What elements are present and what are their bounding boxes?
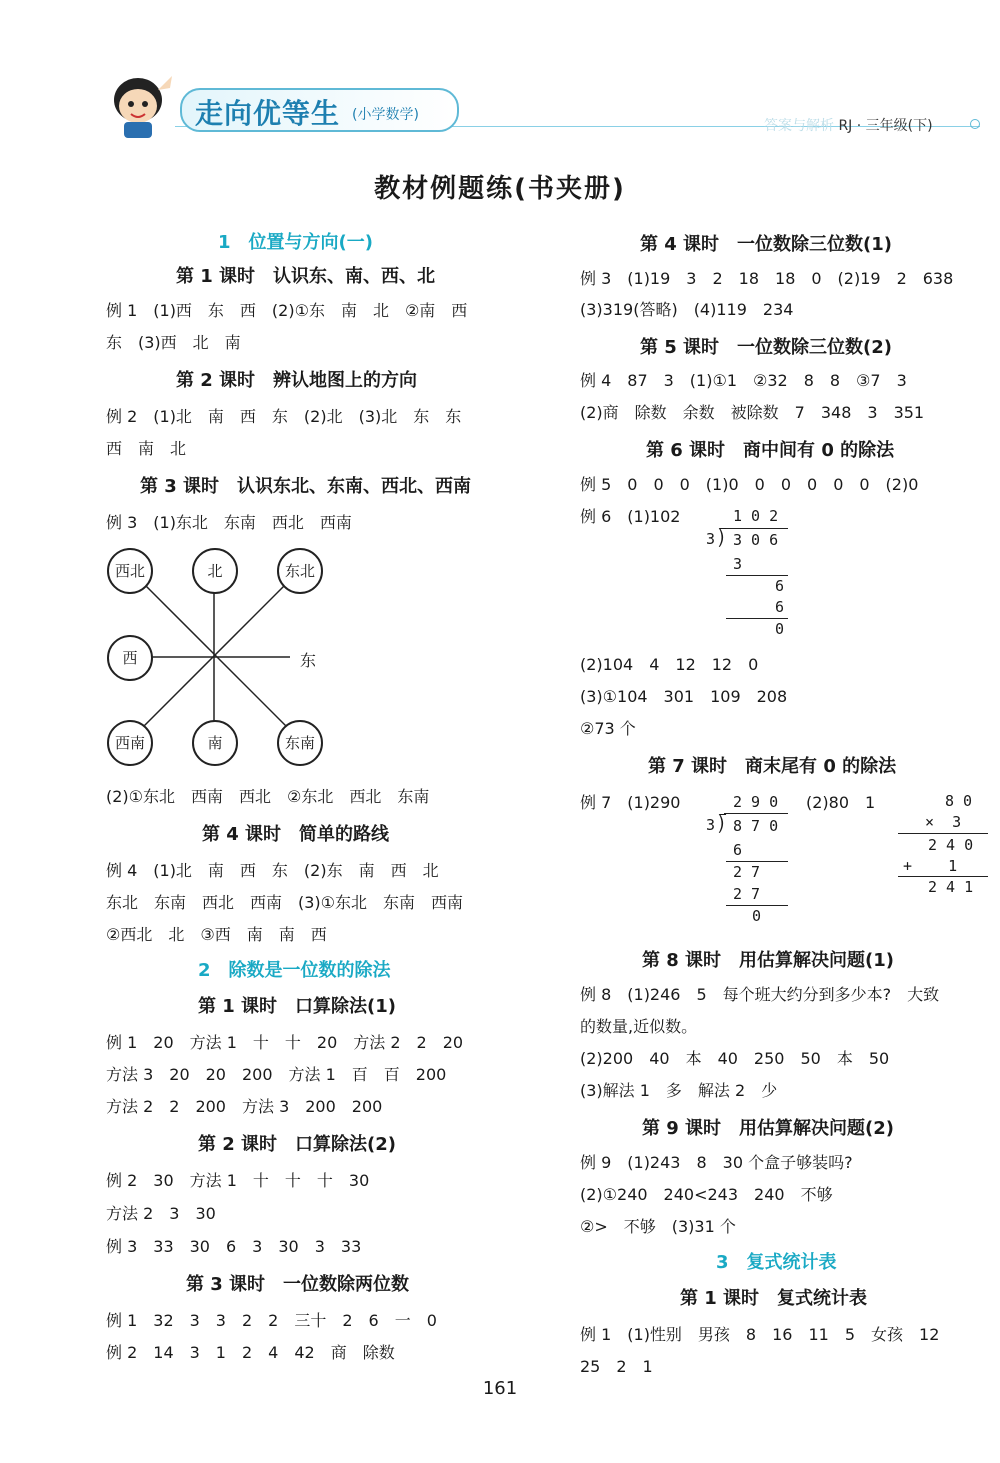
lesson-title: 第 1 课时 口算除法(1)	[198, 996, 397, 1017]
answer-line: 例 9 (1)243 8 30 个盒子够装吗?	[580, 1153, 853, 1172]
division-rule	[726, 575, 788, 576]
answer-line: 例 3 33 30 6 3 30 3 33	[106, 1237, 362, 1256]
answer-line: ②西北 北 ③西 南 南 西	[106, 925, 327, 944]
brand-title: 走向优等生	[195, 97, 341, 130]
answer-line: (2)104 4 12 12 0	[580, 655, 759, 674]
lesson-title: 第 3 课时 一位数除两位数	[186, 1274, 410, 1295]
multiplication-operand: 8 0	[945, 792, 973, 810]
brand-subtitle: (小学数学)	[352, 107, 419, 123]
division-rule	[726, 618, 788, 619]
header-dot-icon	[970, 119, 980, 129]
division-step: 6	[733, 841, 743, 859]
answer-line: 西 南 北	[106, 439, 187, 458]
division-bar	[724, 813, 788, 814]
compass-north: 北	[192, 548, 238, 594]
division-rule	[726, 905, 788, 906]
header-section: 答案与解析	[764, 118, 834, 134]
answer-line: (2)80 1	[806, 793, 876, 812]
unit-heading-2: 2 除数是一位数的除法	[198, 960, 391, 981]
answer-line: 例 7 (1)290	[580, 793, 681, 812]
compass-northeast: 东北	[277, 548, 323, 594]
lesson-title: 第 9 课时 用估算解决问题(2)	[642, 1118, 895, 1139]
answer-line: 例 3 (1)东北 东南 西北 西南	[106, 513, 352, 532]
answer-line: 方法 2 2 200 方法 3 200 200	[106, 1097, 383, 1116]
unit-heading-1: 1 位置与方向(一)	[218, 232, 373, 253]
division-step: 2 7	[733, 863, 761, 881]
answer-line: 例 5 0 0 0 (1)0 0 0 0 0 0 (2)0	[580, 475, 919, 494]
lesson-title: 第 7 课时 商末尾有 0 的除法	[648, 756, 897, 777]
division-divisor: 3	[706, 530, 716, 548]
answer-line: (2)商 除数 余数 被除数 7 348 3 351	[580, 403, 925, 422]
answer-line: 例 1 32 3 3 2 2 三十 2 6 一 0	[106, 1311, 437, 1330]
division-step: 3	[733, 555, 743, 573]
answer-line: (2)①东北 西南 西北 ②东北 西北 东南	[106, 787, 430, 806]
division-quotient: 2 9 0	[733, 793, 779, 811]
page-number: 161	[482, 1378, 518, 1399]
multiplication-rule	[898, 833, 988, 834]
page-title: 教材例题练(书夹册)	[374, 174, 626, 204]
answer-line: 例 4 87 3 (1)①1 ②32 8 8 ③7 3	[580, 371, 907, 390]
header-info	[764, 115, 933, 135]
lesson-title: 第 8 课时 用估算解决问题(1)	[642, 950, 895, 971]
compass-south: 南	[192, 720, 238, 766]
division-quotient: 1 0 2	[733, 507, 779, 525]
mascot-icon	[100, 70, 180, 140]
division-bar	[724, 528, 788, 529]
division-divisor: 3	[706, 816, 716, 834]
answer-line: 例 1 (1)西 东 西 (2)①东 南 北 ②南 西	[106, 301, 468, 320]
compass-southwest: 西南	[107, 720, 153, 766]
answer-line: (3)①104 301 109 208	[580, 687, 788, 706]
answer-line: ②73 个	[580, 719, 636, 738]
compass-west: 西	[107, 635, 153, 681]
answer-line: (3)解法 1 多 解法 2 少	[580, 1081, 778, 1100]
answer-line: 25 2 1	[580, 1357, 653, 1376]
multiplication-rule	[898, 876, 988, 877]
lesson-title: 第 4 课时 简单的路线	[202, 824, 390, 845]
multiplication-total: 2 4 1	[928, 878, 974, 896]
division-remainder: 0	[775, 620, 785, 638]
answer-line: 例 1 (1)性别 男孩 8 16 11 5 女孩 12	[580, 1325, 940, 1344]
answer-line: (3)319(答略) (4)119 234	[580, 300, 794, 319]
division-bracket: ⟌	[718, 813, 727, 837]
multiplication-addend: + 1	[903, 857, 958, 875]
answer-line: 例 1 20 方法 1 十 十 20 方法 2 2 20	[106, 1033, 464, 1052]
division-step: 2 7	[733, 885, 761, 903]
answer-line: 例 2 14 3 1 2 4 42 商 除数	[106, 1343, 395, 1362]
answer-line: 例 2 (1)北 南 西 东 (2)北 (3)北 东 东	[106, 407, 462, 426]
lesson-title: 第 2 课时 辨认地图上的方向	[176, 370, 418, 391]
division-remainder: 0	[752, 907, 762, 925]
lesson-title: 第 2 课时 口算除法(2)	[198, 1134, 397, 1155]
answer-line: (2)①240 240<243 240 不够	[580, 1185, 833, 1204]
division-dividend: 3 0 6	[733, 531, 779, 549]
answer-line: 例 2 30 方法 1 十 十 十 30	[106, 1171, 370, 1190]
lesson-title: 第 1 课时 认识东、南、西、北	[176, 266, 436, 287]
answer-line: 东北 东南 西北 西南 (3)①东北 东南 西南	[106, 893, 464, 912]
multiplication-result: 2 4 0	[928, 836, 974, 854]
division-step: 6	[775, 577, 785, 595]
answer-line: (2)200 40 本 40 250 50 本 50	[580, 1049, 890, 1068]
header-grade: RJ · 三年级(下)	[838, 118, 933, 134]
answer-line: 的数量,近似数。	[580, 1017, 698, 1036]
division-rule	[726, 861, 788, 862]
lesson-title: 第 6 课时 商中间有 0 的除法	[646, 440, 895, 461]
answer-line: 例 8 (1)246 5 每个班大约分到多少本? 大致	[580, 985, 940, 1004]
division-dividend: 8 7 0	[733, 817, 779, 835]
answer-line: 方法 3 20 20 200 方法 1 百 百 200	[106, 1065, 447, 1084]
division-bracket: ⟌	[718, 527, 727, 551]
compass-east-label: 东	[300, 651, 317, 670]
unit-heading-3: 3 复式统计表	[716, 1252, 837, 1273]
division-step: 6	[775, 598, 785, 616]
answer-line: ②> 不够 (3)31 个	[580, 1217, 736, 1236]
lesson-title: 第 5 课时 一位数除三位数(2)	[640, 337, 893, 358]
answer-line: 方法 2 3 30	[106, 1204, 216, 1223]
multiplication-operand: × 3	[925, 813, 962, 831]
lesson-title: 第 3 课时 认识东北、东南、西北、西南	[140, 476, 472, 497]
lesson-title: 第 1 课时 复式统计表	[680, 1288, 868, 1309]
lesson-title: 第 4 课时 一位数除三位数(1)	[640, 234, 893, 255]
compass-northwest: 西北	[107, 548, 153, 594]
answer-line: 例 6 (1)102	[580, 507, 681, 526]
answer-line: 东 (3)西 北 南	[106, 333, 241, 352]
compass-southeast: 东南	[277, 720, 323, 766]
answer-line: 例 3 (1)19 3 2 18 18 0 (2)19 2 638	[580, 269, 954, 288]
answer-line: 例 4 (1)北 南 西 东 (2)东 南 西 北	[106, 861, 439, 880]
